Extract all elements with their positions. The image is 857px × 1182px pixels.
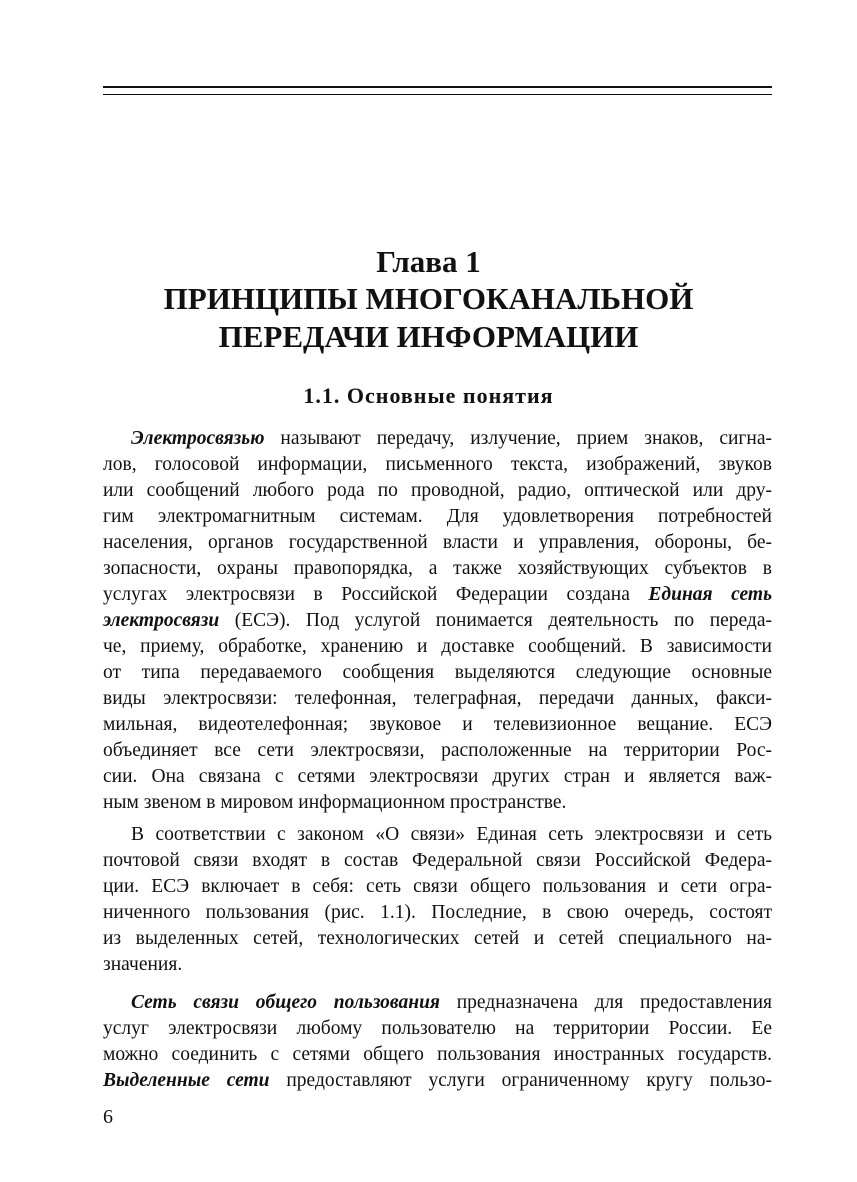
text-span: предоставляют услуги ограниченному кругу пользо- — [269, 1070, 772, 1091]
term-elektrosvyazi: электросвязи — [103, 610, 220, 631]
text-line — [103, 426, 772, 452]
text-line: лов, голосовой информации, письменного текста, изображений, звуков — [103, 454, 772, 475]
text-span: услугах электросвязи в Российской Федерации создана — [103, 584, 649, 605]
header-rule-bottom — [103, 94, 772, 95]
text-line: от типа передаваемого сообщения выделяются следующие основные — [103, 662, 772, 683]
body-text — [103, 426, 772, 1094]
text-line: зопасности, охраны правопорядка, а также хозяйствующих субъектов в — [103, 558, 772, 579]
header-rule-top — [103, 86, 772, 88]
text-line: мильная, видеотелефонная; звуковое и телевизионное вещание. ЕСЭ — [103, 714, 772, 735]
text-line: В соответствии с законом «О связи» Единая сеть электросвязи и сеть — [131, 824, 772, 845]
text-span: (ЕСЭ). Под услугой понимается деятельность по переда- — [219, 610, 772, 631]
text-line: ниченного пользования (рис. 1.1). Последние, в свою очередь, состоят — [103, 902, 772, 923]
text-line — [103, 990, 772, 1016]
text-line: ции. ЕСЭ включает в себя: сеть связи общего пользования и сети огра- — [103, 876, 772, 897]
text-line — [103, 1068, 772, 1094]
text-line — [103, 582, 772, 608]
text-line: значения. — [103, 954, 183, 975]
text-line: гим электромагнитным системам. Для удовлетворения потребностей — [103, 506, 772, 527]
chapter-title-line-1: ПРИНЦИПЫ МНОГОКАНАЛЬНОЙ — [163, 281, 694, 316]
text-line: ным звеном в мировом информационном пространстве. — [103, 792, 567, 813]
text-span: называют передачу, излучение, прием знаков, сигна- — [264, 428, 772, 449]
text-line: почтовой связи входят в состав Федеральной связи Российской Федера- — [103, 850, 772, 871]
text-line — [103, 608, 772, 634]
text-line: че, приему, обработке, хранению и доставке сообщений. В зависимости — [103, 636, 772, 657]
paragraph-2 — [103, 822, 772, 978]
paragraph-1 — [103, 426, 772, 816]
text-line: можно соединить с сетями общего пользования иностранных государств. — [103, 1044, 772, 1065]
text-line: или сообщений любого рода по проводной, радио, оптической или дру- — [103, 480, 772, 501]
text-line: сии. Она связана с сетями электросвязи других стран и является важ- — [103, 766, 772, 787]
paragraph-3 — [103, 990, 772, 1094]
text-line: виды электросвязи: телефонная, телеграфная, передачи данных, факси- — [103, 688, 772, 709]
text-line: услуг электросвязи любому пользователю на территории России. Ее — [103, 1018, 772, 1039]
chapter-title — [0, 280, 857, 356]
section-title: 1.1. Основные понятия — [303, 383, 554, 408]
term-edinaya-set: Единая сеть — [648, 584, 772, 605]
text-line: населения, органов государственной власти и управления, обороны, бе- — [103, 532, 772, 553]
chapter-title-line-2: ПЕРЕДАЧИ ИНФОРМАЦИИ — [218, 319, 639, 354]
chapter-label: Глава 1 — [376, 244, 481, 279]
text-line: из выделенных сетей, технологических сетей и сетей специального на- — [103, 928, 772, 949]
text-span: предназначена для предоставления — [439, 992, 772, 1013]
term-obshchego-polzovaniya: Сеть связи общего пользования — [131, 992, 440, 1013]
term-electrosvyaz: Электросвязью — [131, 428, 265, 449]
text-line: объединяет все сети электросвязи, расположенные на территории Рос- — [103, 740, 772, 761]
term-vydelennye-seti: Выделенные сети — [103, 1070, 270, 1091]
page-number: 6 — [103, 1106, 113, 1128]
